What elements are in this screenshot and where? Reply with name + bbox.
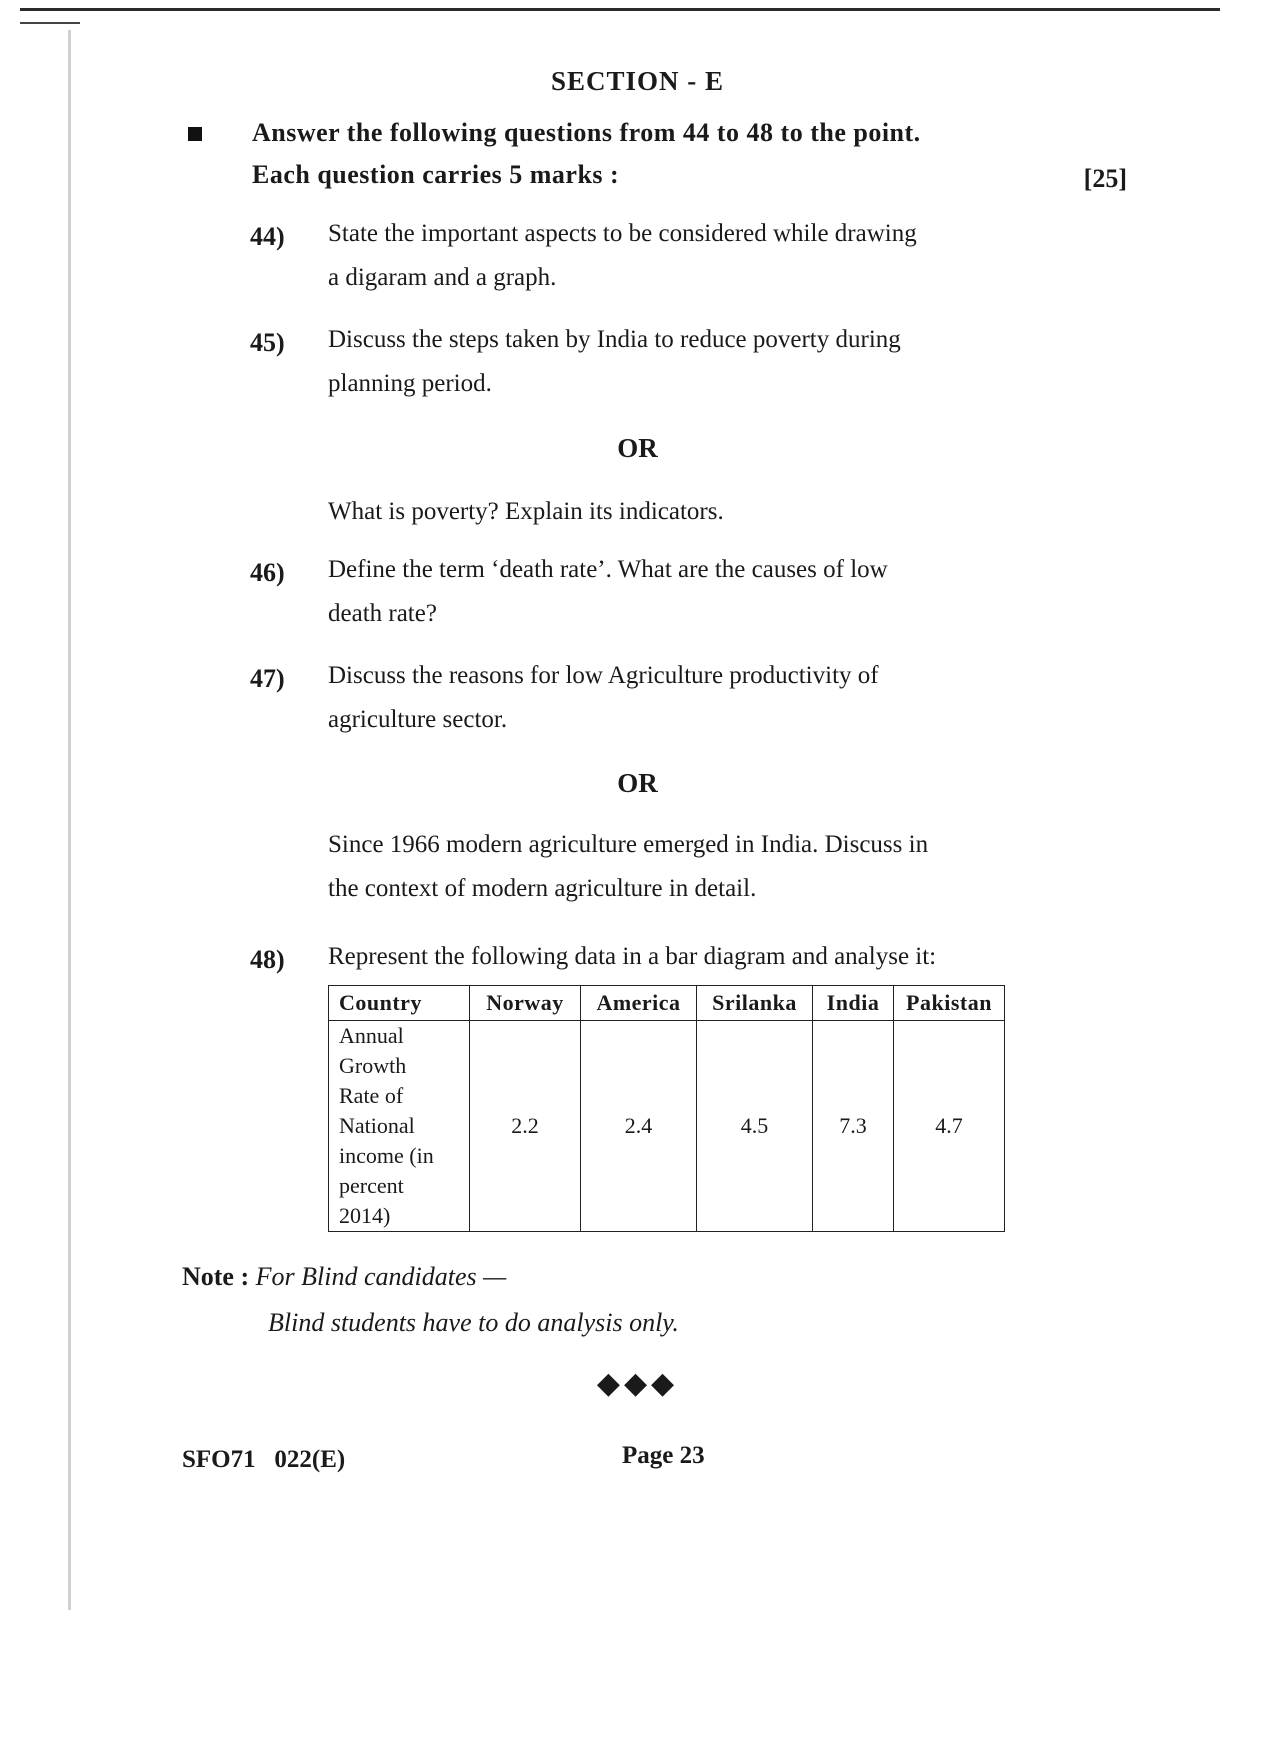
note-line-2: Blind students have to do analysis only. bbox=[268, 1308, 679, 1337]
question-line: Discuss the reasons for low Agriculture productivity of bbox=[328, 662, 879, 689]
table-header-cell: India bbox=[813, 986, 894, 1021]
total-marks: [25] bbox=[1083, 164, 1127, 193]
question-line: What is poverty? Explain its indicators. bbox=[328, 498, 724, 525]
instruction-line-1: Answer the following questions from 44 to 48 to the point. bbox=[252, 118, 921, 147]
question-line: Define the term ‘death rate’. What are the causes of low bbox=[328, 556, 888, 583]
question-number-44: 44) bbox=[250, 222, 285, 251]
question-47-alt-text bbox=[328, 823, 1010, 911]
table-cell-value: 4.5 bbox=[697, 1021, 813, 1232]
question-line: agriculture sector. bbox=[328, 706, 508, 733]
or-separator: OR bbox=[617, 433, 658, 463]
row-label-line: Rate of bbox=[339, 1083, 404, 1108]
scan-edge-line bbox=[20, 22, 80, 24]
question-46-text bbox=[328, 548, 1010, 636]
question-line: Discuss the steps taken by India to reduce poverty during bbox=[328, 326, 901, 353]
row-label-line: 2014) bbox=[339, 1203, 391, 1228]
table-cell-value: 7.3 bbox=[813, 1021, 894, 1232]
question-number-45: 45) bbox=[250, 328, 285, 357]
question-line: Represent the following data in a bar diagram and analyse it: bbox=[328, 943, 937, 970]
row-label-line: Growth bbox=[339, 1053, 407, 1078]
row-label-line: Annual bbox=[339, 1023, 404, 1048]
table-header-cell: Srilanka bbox=[697, 986, 813, 1021]
page-number: Page 23 bbox=[622, 1442, 705, 1469]
question-number-46: 46) bbox=[250, 558, 285, 587]
question-line: death rate? bbox=[328, 600, 437, 627]
question-47-text bbox=[328, 654, 1010, 742]
question-line: the context of modern agriculture in detail. bbox=[328, 875, 757, 902]
section-title: SECTION - E bbox=[550, 66, 725, 96]
question-number-47: 47) bbox=[250, 664, 285, 693]
row-label-line: income (in bbox=[339, 1143, 434, 1168]
question-44-text bbox=[328, 212, 1010, 300]
question-line: a digaram and a graph. bbox=[328, 264, 557, 291]
growth-rate-table bbox=[328, 985, 1005, 1232]
question-line: Since 1966 modern agriculture emerged in India. Discuss in bbox=[328, 831, 929, 858]
table-row-label bbox=[329, 1021, 470, 1232]
table-header-cell: America bbox=[581, 986, 697, 1021]
or-separator: OR bbox=[617, 768, 658, 798]
table-cell-value: 2.2 bbox=[470, 1021, 581, 1232]
table-header-row bbox=[329, 986, 1005, 1021]
scan-edge-line bbox=[20, 8, 1220, 11]
question-line: State the important aspects to be considered while drawing bbox=[328, 220, 917, 247]
instruction-line-2: Each question carries 5 marks : bbox=[252, 160, 620, 189]
note-label: Note : bbox=[182, 1262, 250, 1291]
question-45-text bbox=[328, 318, 1010, 406]
end-mark-diamond-icon: ◆◆◆ bbox=[596, 1367, 679, 1400]
table-cell-value: 2.4 bbox=[581, 1021, 697, 1232]
table-row bbox=[329, 1021, 1005, 1232]
note-line-1: For Blind candidates — bbox=[255, 1262, 507, 1291]
question-48-text bbox=[328, 935, 1010, 979]
table-header-cell: Pakistan bbox=[894, 986, 1005, 1021]
table-header-cell: Norway bbox=[470, 986, 581, 1021]
note bbox=[182, 1262, 506, 1292]
question-number-48: 48) bbox=[250, 945, 285, 974]
row-label-line: National bbox=[339, 1113, 415, 1138]
question-line: planning period. bbox=[328, 370, 492, 397]
square-bullet-icon bbox=[188, 127, 202, 141]
paper-code: SFO71 022(E) bbox=[182, 1446, 346, 1473]
table-header-cell: Country bbox=[329, 986, 470, 1021]
row-label-line: percent bbox=[339, 1173, 404, 1198]
table-cell-value: 4.7 bbox=[894, 1021, 1005, 1232]
question-45-alt-text bbox=[328, 490, 1010, 534]
